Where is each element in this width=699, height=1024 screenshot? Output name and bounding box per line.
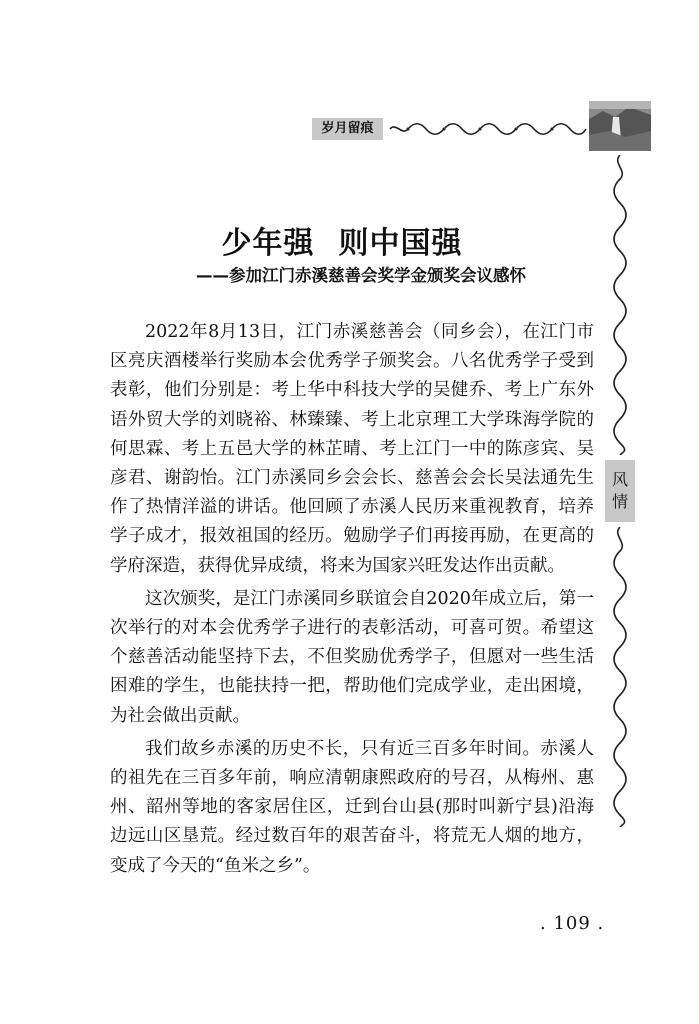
title-part-1: 少年强 bbox=[221, 226, 315, 261]
side-section-label bbox=[605, 460, 635, 522]
side-label-char-2: 情 bbox=[611, 492, 628, 511]
paragraph: 这次颁奖，是江门赤溪同乡联谊会自2020年成立后，第一次举行的对本会优秀学子进行的表彰活动，可喜可贺。希望这个慈善活动能坚持下去，不但奖励优秀学子，但愿对一些生活困难的学生，也能扶持一把，帮助他们完成学业，走出困境，为社会做出贡献。 bbox=[110, 588, 594, 726]
corner-landscape-photo bbox=[589, 101, 651, 151]
paragraph: 我们故乡赤溪的历史不长，只有近三百多年时间。赤溪人的祖先在三百多年前，响应清朝康熙政府的号召，从梅州、惠州、韶州等地的客家居住区，迁到台山县(那时叫新宁县)沿海边远山区垦荒。经过数百年的艰苦奋斗，将荒无人烟的地方，变成了今天的“鱼米之乡”。 bbox=[110, 738, 594, 876]
header-ornament bbox=[388, 121, 588, 137]
article-subtitle: ——参加江门赤溪慈善会奖学金颁奖会议感怀 bbox=[196, 266, 526, 285]
title-part-2: 则中国强 bbox=[338, 226, 463, 261]
vertical-ornament-top bbox=[608, 155, 632, 455]
page-number: . 109 . bbox=[540, 913, 605, 934]
side-label-char-1: 风 bbox=[611, 470, 628, 489]
article-body bbox=[110, 318, 594, 885]
paragraph: 2022年8月13日，江门赤溪慈善会（同乡会），在江门市区亮庆酒楼举行奖励本会优秀学子颁奖会。八名优秀学子受到表彰，他们分别是：考上华中科技大学的吴健乔、考上广东外语外贸大学的刘晓裕、林臻臻、考上北京理工大学珠海学院的何思霖、考上五邑大学的林芷晴、考上江门一中的陈彦宾、吴彦君、谢韵怡。江门赤溪同乡会会长、慈善会会长吴法通先生作了热情洋溢的讲话。他回顾了赤溪人民历来重视教育，培养学子成才，报效祖国的经历。勉励学子们再接再励，在更高的学府深造，获得优异成绩，将来为国家兴旺发达作出贡献。 bbox=[110, 322, 594, 576]
article-title bbox=[90, 218, 594, 262]
vertical-ornament-bottom bbox=[608, 527, 632, 827]
section-label: 岁月留痕 bbox=[312, 118, 383, 140]
